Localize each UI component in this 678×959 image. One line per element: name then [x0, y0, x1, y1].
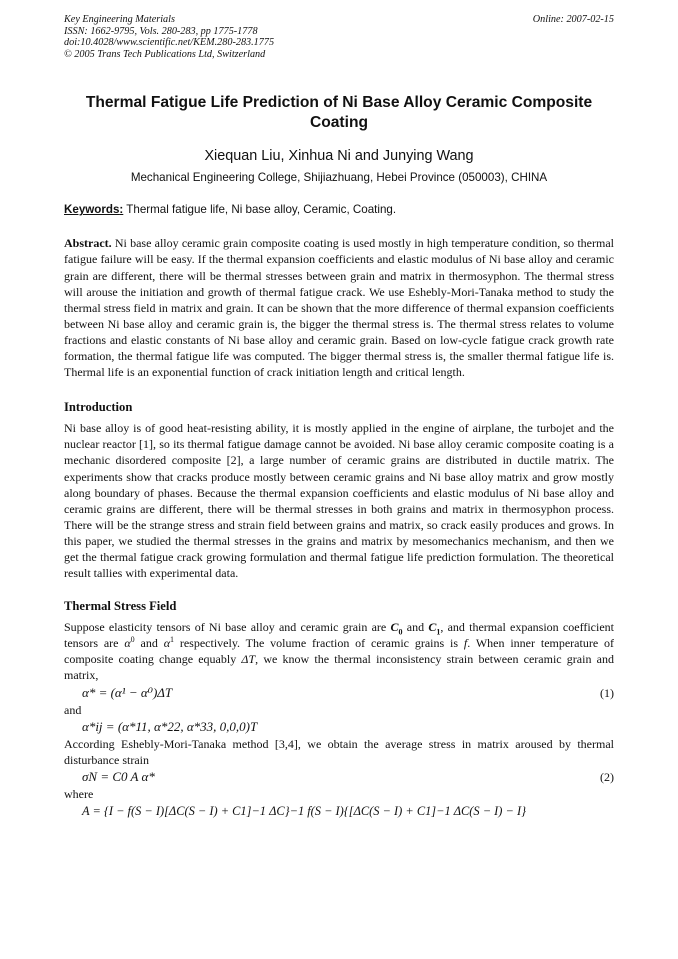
equation-A [64, 802, 614, 820]
equation-1-number: (1) [600, 685, 614, 700]
online-date: Online: 2007-02-15 [532, 14, 614, 25]
keywords-text: Thermal fatigue life, Ni base alloy, Ceramic, Coating. [123, 203, 397, 217]
and-text: and [64, 702, 82, 717]
paper-authors: Xiequan Liu, Xinhua Ni and Junying Wang [204, 148, 474, 165]
equation-1-formula: α* = (α¹ − α⁰)ΔT [82, 684, 173, 700]
abstract-text: Ni base alloy ceramic grain composite coating is used mostly in high temperature condition, so thermal fatigue failure will be easy. If the thermal expansion coefficients and elastic modulus of Ni base alloy and ceramic grain are different, there will be thermal stresses between grain and matrix in thermosyphon. The thermal stress will arouse the initiation and growth of thermal fatigue crack. We use Eshebly-Mori-Tanaka method to study the thermal stress field in matrix and grain. It can be shown that the more difference of thermal expansion coefficients between Ni base alloy and ceramic grain is, the bigger the thermal stress is. The thermal stress relates to volume fractions and elastic constants of Ni base alloy and ceramic grain. Based on low-cycle fatigue crack growth rate formation, the thermal fatigue life was computed. The bigger thermal stress is, the smaller thermal fatigue life is. Thermal life is an exponential function of crack initiation length and critical length. [64, 236, 614, 380]
thermal-stress-field-heading: Thermal Stress Field [64, 599, 177, 614]
tsf-paragraph-2: According Eshebly-Mori-Tanaka method [3,4], we obtain the average stress in matrix aroused by thermal disturbance strain [64, 736, 614, 767]
tsf-paragraph-1: Suppose elasticity tensors of Ni base alloy and ceramic grain are $C_0$ and $C_1$, and thermal expansion coefficient tensors are $\alpha^0$ and $\alpha^1$ respectively. The volume fraction of ceramic grains is f. When inner temperature of composite coating change equably ΔT, we know the thermal inconsistency strain between ceramic grain and matrix, [64, 620, 615, 683]
equation-1 [64, 684, 614, 702]
running-header [64, 14, 614, 60]
affiliation: Mechanical Engineering College, Shijiazhuang, Hebei Province (050003), CHINA [130, 171, 548, 185]
equation-2 [64, 768, 614, 786]
issn-line: ISSN: 1662-9795, Vols. 280-283, pp 1775-1778 [64, 25, 258, 37]
doi-line: doi:10.4028/www.scientific.net/KEM.280-283.1775 [64, 37, 275, 49]
introduction-heading: Introduction [64, 400, 133, 415]
where-text: where [64, 786, 94, 801]
equation-A-formula: A = {I − f(S − I)[ΔC(S − I) + C1]−1 ΔC}−1 f(S − I){[ΔC(S − I) + C1]−1 ΔC(S − I) − I} [82, 803, 527, 818]
paper-title: Thermal Fatigue Life Prediction of Ni Base Alloy Ceramic Composite Coating [85, 94, 593, 132]
equation-2-formula: σN = C0 A α* [82, 768, 155, 784]
alpha-ij-equation [64, 718, 614, 736]
copyright-line: © 2005 Trans Tech Publications Ltd, Switzerland [64, 48, 266, 60]
abstract-label: Abstract. [64, 236, 112, 251]
keywords-label: Keywords [64, 203, 120, 217]
paper-page [64, 14, 614, 820]
alpha-ij-formula: α*ij = (α*11, α*22, α*33, 0,0,0)T [82, 718, 258, 734]
journal-info [64, 14, 274, 60]
introduction-text: Ni base alloy is of good heat-resisting ability, it is mostly applied in the engine of airplane, the turbojet and the nuclear reactor [1], so its thermal fatigue damage cannot be avoided. Ni base alloy ceramic composite coating is a mechanic disordered composite [2], a large number of ceramic grains are distributed in ductile matrix. The experiments show that cracks produce mostly between ceramic grains and Ni base alloy matrix and grow mostly along boundary of phases. Because the thermal expansion coefficients and elastic modulus of Ni base alloy and ceramic grains are different, there will be thermal stresses in both grains and matrix in thermosyphon process. There will be the strange stress and strain field between grains and matrix, so crack easily produces and grows. In this paper, we studied the thermal stresses in the grains and matrix by mesomechanics mechanism, and then we get the thermal fatigue crack growing formulation and thermal fatigue life prediction formulation. The theoretical result tallies with experimental data. [64, 421, 614, 581]
equation-2-number: (2) [600, 769, 614, 784]
keywords: Keywords: Thermal fatigue life, Ni base alloy, Ceramic, Coating. [64, 203, 397, 217]
journal-name: Key Engineering Materials [64, 14, 175, 25]
abstract [64, 235, 614, 380]
